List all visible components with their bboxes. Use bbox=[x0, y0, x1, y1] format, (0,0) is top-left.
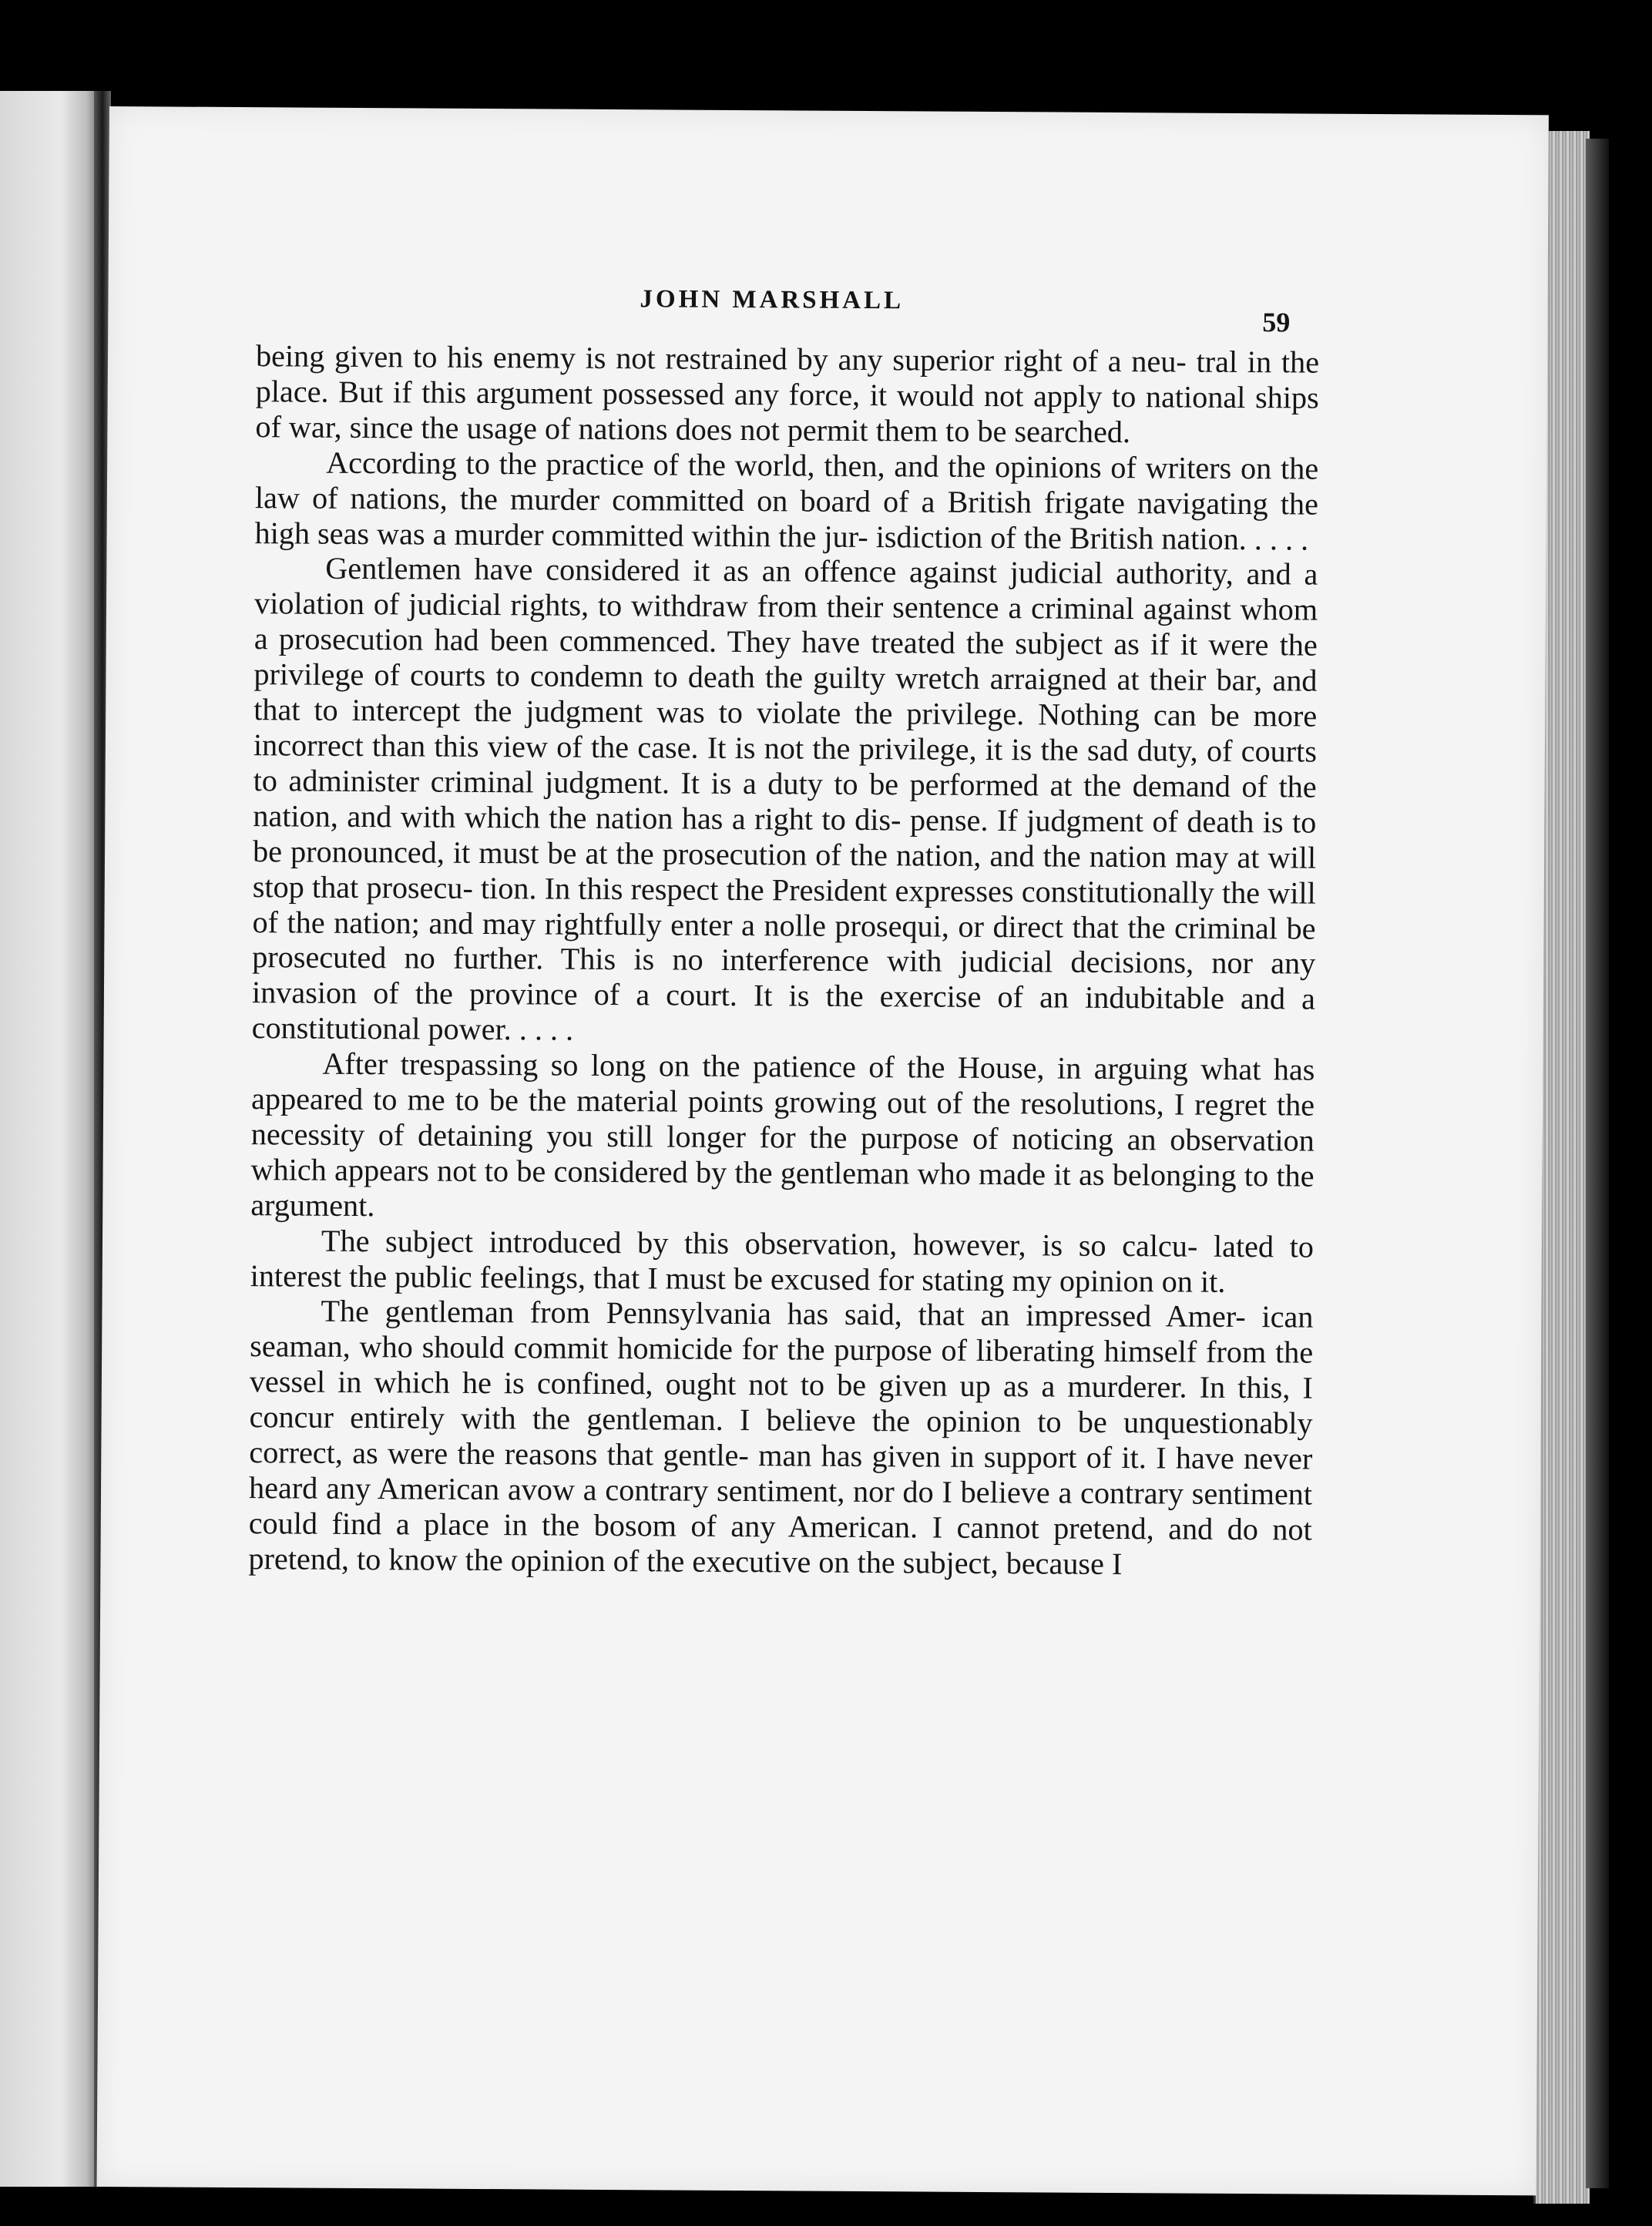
facing-page-edge bbox=[0, 91, 102, 2187]
paragraph-continued: being given to his enemy is not restrained by any superior right of a neu- tral in the place. But if this argument possessed any force, it would not apply to national ships of war, since the usage of nations does not permit them to be searched. bbox=[255, 338, 1320, 449]
page-number: 59 bbox=[1262, 307, 1291, 338]
paragraph: According to the practice of the world, then, and the opinions of writers on the law of nations, the murder committed on board of a British frigate navigating the high seas was a murder committed within the jur- isdiction of the British nation. . . . . bbox=[254, 445, 1319, 557]
page-body bbox=[248, 338, 1319, 1583]
paragraph: After trespassing so long on the patience of the House, in arguing what has appeared to me to be the material points growing out of the resolutions, I regret the necessity of detaining you still longer for the purpose of noticing an observation which appears not to be considered by the gentleman who made it as belonging to the argument. bbox=[250, 1046, 1315, 1223]
paragraph: Gentlemen have considered it as an offence against judicial authority, and a violation of judicial rights, to withdraw from their sentence a criminal against whom a prosecution had been commenced. They have treated the subject as if it were the privilege of courts to condemn to death the guilty wretch arraigned at their bar, and that to intercept the judgment was to violate the privilege. Nothing can be more incorrect than this view of the case. It is not the privilege, it is the sad duty, of courts to administer criminal judgment. It is a duty to be performed at the demand of the nation, and with which the nation has a right to dis- pense. If judgment of death is to be pronounced, it must be at the prosecution of the nation, and the nation may at will stop that prosecu- tion. In this respect the President expresses constitutionally the will of the nation; and may rightfully enter a nolle prosequi, or direct that the criminal be prosecuted no further. This is no interference with judicial decisions, nor any invasion of the province of a court. It is the exercise of an indubitable and a constitutional power. . . . . bbox=[251, 551, 1318, 1047]
book-cover-edge bbox=[1586, 139, 1609, 2188]
book-page bbox=[97, 106, 1549, 2195]
running-head: JOHN MARSHALL bbox=[640, 285, 905, 315]
paragraph: The subject introduced by this observation, however, is so calcu- lated to interest the public feelings, that I must be excused for stating my opinion on it. bbox=[250, 1223, 1315, 1299]
paragraph: The gentleman from Pennsylvania has said, that an impressed Amer- ican seaman, who should commit homicide for the purpose of liberating himself from the vessel in which he is confined, ought not to be given up as a murderer. In this, I concur entirely with the gentleman. I believe the opinion to be unquestionably correct, as were the reasons that gentle- man has given in support of it. I have never heard any American avow a contrary sentiment, nor do I believe a contrary sentiment could find a place in the bosom of any American. I cannot pretend, and do not pretend, to know the opinion of the executive on the subject, because I bbox=[248, 1294, 1314, 1581]
